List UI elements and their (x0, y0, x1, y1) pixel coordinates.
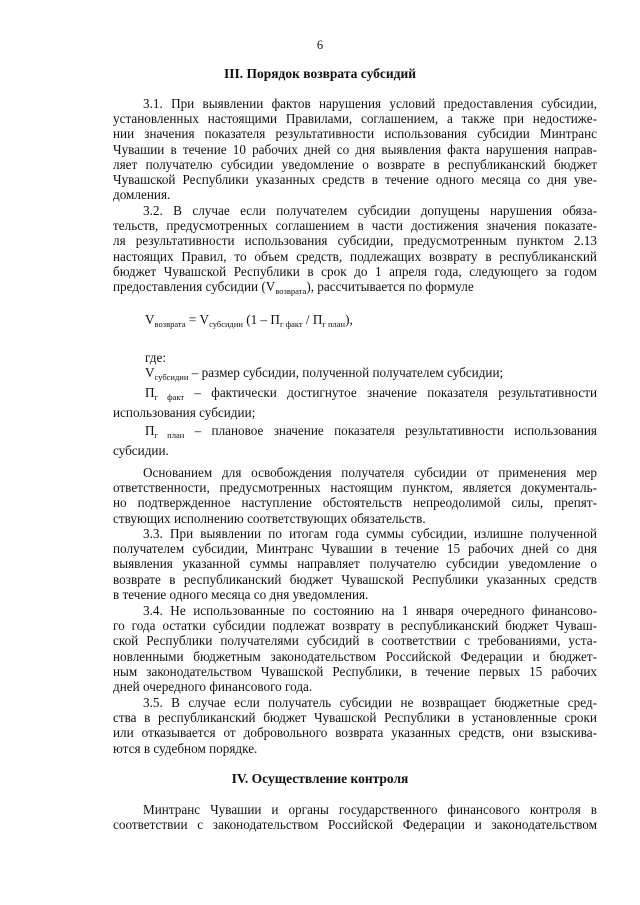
subscript: субсидии (154, 372, 189, 382)
symbol: П (145, 422, 155, 438)
text-line: 3.5. В случае если получатель субсидии не возвращает бюджетные сред- (143, 695, 597, 710)
subscript: субсидии (209, 319, 243, 329)
text-line: выявления указанной суммы направляет получателю субсидии уведомление о (113, 556, 597, 572)
text-line: Основанием для освобождения получателя субсидии от применения мер (143, 465, 597, 480)
subscript: г план (154, 429, 185, 440)
text-line: 3.2. В случае если получателем субсидии допущены нарушения обяза- (143, 203, 597, 218)
definitions (113, 365, 597, 458)
text-line: 3.1. При выявлении фактов нарушения условий предоставления субсидии, (143, 96, 597, 111)
text-line: нии значения показателя результативности использования субсидии Минтранс (113, 126, 597, 142)
text-line: ляет получателю субсидии уведомление о возврате в республиканский бюджет (113, 156, 597, 172)
text-line: но подтвержденное наступление обстоятельств непреодолимой силы, препят- (113, 495, 597, 511)
text-line: домления. (113, 187, 171, 203)
definition-text: использования субсидии; (113, 405, 256, 421)
text-line: новленными бюджетным законодательством Российской Федерации и бюджет- (113, 648, 597, 664)
definition-text: субсидии. (113, 442, 169, 458)
text-line: ются в судебном порядке. (113, 740, 258, 756)
paragraph-3-4 (113, 603, 597, 694)
text-line: настоящих Правил, то объем средств, подлежащих возврату в республиканский (113, 248, 597, 264)
text-line: или отказывается от добровольного возврата указанных средств, они взыскива- (113, 725, 597, 741)
text-line: Чувашии в течение 10 рабочих дней со дня выявления факта нарушения направ- (113, 141, 597, 157)
text-line: соответствии с законодательством Российской Федерации и законодательством (113, 817, 597, 833)
subscript: г факт (154, 392, 185, 403)
definition-p-fact (113, 385, 597, 405)
text-fragment: предоставления субсидии (V (113, 279, 276, 295)
return-formula (145, 312, 353, 329)
formula-part: = V (185, 312, 210, 327)
where-label: где: (145, 350, 166, 365)
definition-text: – фактически достигнутое значение показателя результативности (184, 385, 598, 401)
page-number: 6 (316, 38, 324, 52)
text-line: ля результативности использования субсидии, предусмотренным пунктом 2.13 (113, 233, 597, 249)
formula-part: V (145, 312, 155, 327)
text-line: получателем субсидии, Минтранс Чувашии в течение 15 рабочих дней со дня (113, 541, 597, 557)
text-line: 3.3. При выявлении по итогам года суммы субсидии, излишне полученной (143, 526, 597, 541)
subscript: г факт (279, 319, 303, 329)
definition-text: – размер субсидии, полученной получателем субсидии; (188, 365, 504, 380)
text-line: установленных настоящими Правилами, соглашением, а также при недостиже- (113, 111, 597, 127)
definition-v (113, 365, 597, 385)
text-line: возврате в республиканский бюджет Чувашской Республики указанных средств (113, 571, 597, 587)
subscript: возврата (154, 319, 186, 329)
formula-part: (1 – П (242, 312, 280, 327)
text-line: ным законодательством Чувашской Республики, в течение первых 15 рабочих (113, 663, 597, 679)
text-line: Минтранс Чувашии и органы государственного финансового контроля в (143, 802, 597, 817)
definition-p-plan (113, 423, 597, 443)
text-line: Чувашской Республики указанных средств в течение одного месяца со дня уве- (113, 172, 597, 188)
section-4-heading: IV. Осуществление контроля (231, 771, 409, 786)
text-fragment: ), рассчитывается по формуле (306, 279, 474, 295)
text-line: ства в республиканский бюджет Чувашской Республики в установленные сроки (113, 710, 597, 726)
section-3-heading: III. Порядок возврата субсидий (223, 66, 417, 81)
formula-part: ), (345, 312, 353, 327)
text-line: ской Республики получателями субсидий в соответствии с требованиями, уста- (113, 633, 597, 649)
text-line: 3.4. Не использованные по состоянию на 1 января очередного финансово- (143, 603, 597, 618)
text-line (113, 279, 597, 299)
text-line: го года остатки субсидии подлежат возврату в республиканский бюджет Чуваш- (113, 618, 597, 634)
formula-part: / П (302, 312, 323, 327)
text-line: дней очередного финансового года. (113, 679, 313, 695)
text-line: тельств, предусмотренных соглашением в части достижения значения показате- (113, 218, 597, 234)
symbol: П (145, 385, 155, 401)
definition-text: – плановое значение показателя результативности использования (184, 422, 597, 438)
text-line: в течение одного месяца со дня уведомления. (113, 586, 369, 602)
text-line: бюджет Чувашской Республики в срок до 1 апреля года, следующего за годом (113, 263, 597, 279)
symbol: V (145, 365, 155, 380)
subscript: возврата (275, 286, 307, 297)
paragraph-3-2 (113, 203, 597, 299)
paragraph-4-1 (113, 802, 597, 832)
paragraph-exemption (113, 465, 597, 526)
text-line: ствующих исполнению соответствующих обязательств. (113, 510, 426, 526)
paragraph-3-5 (113, 695, 597, 756)
paragraph-3-1 (113, 96, 597, 202)
subscript: г план (322, 319, 346, 329)
text-line: ответственности, предусмотренных настоящим пунктом, является документаль- (113, 480, 597, 496)
paragraph-3-3 (113, 526, 597, 602)
